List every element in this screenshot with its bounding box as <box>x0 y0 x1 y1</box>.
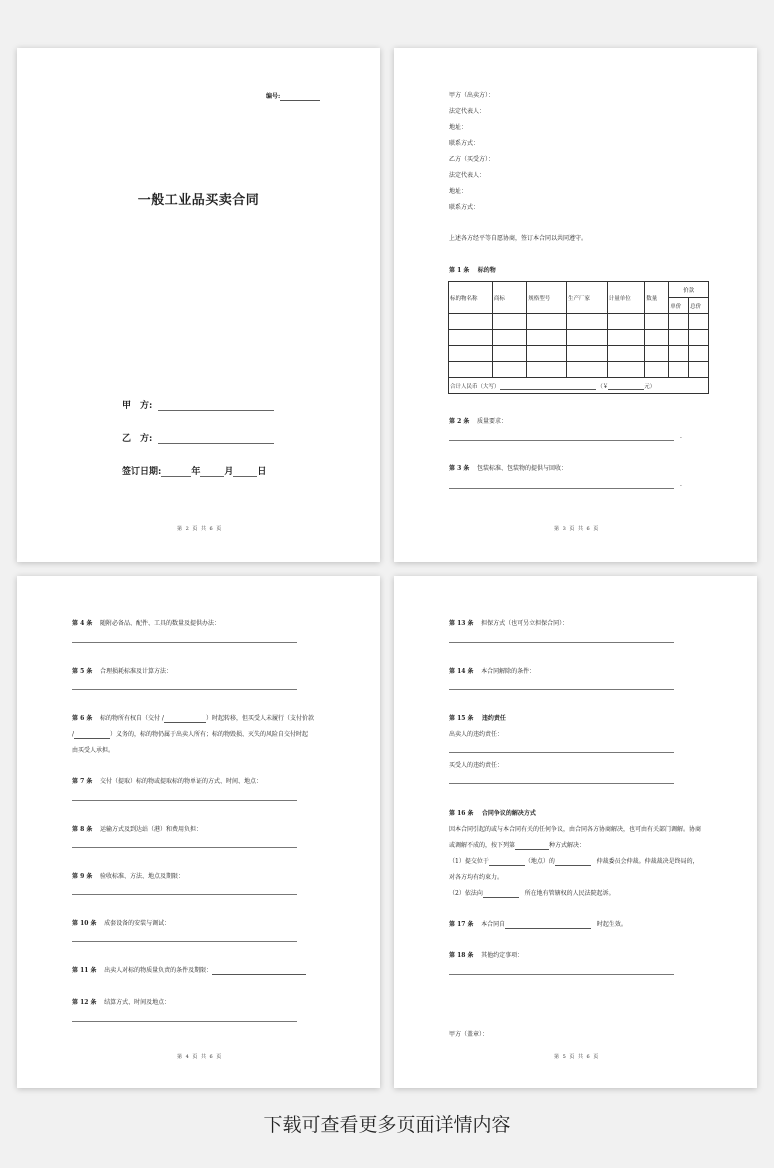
article-number: 第 18 条 <box>449 952 474 959</box>
article-text: 运输方式及到达站（港）和费用负担： <box>100 826 203 833</box>
fill-blank <box>505 921 591 929</box>
article-number: 第 7 条 <box>72 778 93 785</box>
dispute-text-line <box>449 842 585 850</box>
party-a-label: 甲 方: <box>122 401 153 411</box>
article-6-line-2 <box>72 731 308 739</box>
article-text: 结算方式、时间及地点： <box>104 999 171 1006</box>
fill-line <box>449 752 674 753</box>
fill-line <box>449 974 674 975</box>
page-footer: 第 3 页 共 6 页 <box>554 526 600 532</box>
article-number: 第 6 条 <box>72 715 93 722</box>
article-number: 第 10 条 <box>72 920 97 927</box>
fill-line <box>449 689 674 690</box>
party-info-line: 联系方式： <box>449 140 480 147</box>
day-label: 日 <box>257 467 267 477</box>
article-text: 仲裁委员会仲裁。仲裁裁决是终局的， <box>596 858 699 865</box>
party-b-blank <box>158 433 274 444</box>
party-info-line: 联系方式： <box>449 204 480 211</box>
article-text: 交付（提取）标的物或提取标的物单证的方式、时间、地点： <box>100 778 263 785</box>
article-number: 第 11 条 <box>72 967 97 974</box>
table-header-cell: 商标 <box>492 282 526 314</box>
party-info-line: 法定代表人： <box>449 172 486 179</box>
article-title: 违约责任 <box>481 715 506 722</box>
month-blank <box>200 466 224 477</box>
table-header-cell: 计量单位 <box>607 282 645 314</box>
dispute-option-2 <box>449 890 615 898</box>
table-row <box>449 362 709 378</box>
article-text: ）义务的，标的物仍属于出卖人所有；标的物毁损、灭失的风险自交付时起 <box>110 731 309 738</box>
article-number: 第 14 条 <box>449 668 474 675</box>
fill-blank <box>74 731 110 739</box>
dispute-option-1 <box>449 858 699 866</box>
contract-number-label: 编号: <box>266 93 281 100</box>
article-text: / <box>72 731 75 738</box>
year-blank <box>161 466 191 477</box>
article-text: 出卖人对标的物质量负责的条件及期限： <box>104 967 213 974</box>
fill-line <box>449 783 674 784</box>
fill-line <box>449 440 674 441</box>
article-number: 第 4 条 <box>72 620 93 627</box>
fill-line <box>72 689 297 690</box>
total-yen-label: （￥ <box>597 383 609 390</box>
total-label: 合计人民币（大写） <box>450 383 500 390</box>
page-footer: 第 4 页 共 6 页 <box>177 1054 223 1060</box>
month-label: 月 <box>224 467 234 477</box>
article-text: 合理损耗标准及计算方法： <box>100 668 173 675</box>
fill-blank <box>489 858 525 866</box>
seller-liability-label: 出卖人的违约责任： <box>449 731 504 738</box>
party-a-seal-label: 甲方（盖章）： <box>449 1031 489 1038</box>
article-18-heading <box>449 952 523 960</box>
table-header-cell: 生产厂家 <box>566 282 607 314</box>
article-10-heading <box>72 920 170 928</box>
fill-line <box>72 941 297 942</box>
party-info-line: 法定代表人： <box>449 108 486 115</box>
total-unit-label: 元） <box>644 383 656 390</box>
goods-table <box>448 281 709 394</box>
article-text: 包装标准、包装物的提供与回收： <box>477 465 568 472</box>
dispute-option-1-cont: 对各方均有约束力。 <box>449 874 504 881</box>
article-text: 或调解不成的，按下列第 <box>449 842 516 849</box>
article-7-heading <box>72 778 262 786</box>
party-info-line: 地址： <box>449 188 468 195</box>
article-text: 时起生效。 <box>596 921 627 928</box>
contract-number-blank <box>280 93 320 101</box>
table-header-row <box>449 282 709 298</box>
article-number: 第 8 条 <box>72 826 93 833</box>
contract-page-5 <box>394 576 757 1088</box>
total-amount-blank <box>608 382 644 390</box>
article-number: 第 5 条 <box>72 668 93 675</box>
article-14-heading <box>449 668 535 676</box>
fill-blank <box>212 967 306 975</box>
article-text: 所在地有管辖权的人民法院起诉。 <box>524 890 615 897</box>
article-4-heading <box>72 620 220 628</box>
party-a-blank <box>158 400 274 411</box>
article-8-heading <box>72 826 202 834</box>
period-mark: . <box>680 433 682 440</box>
article-11-heading <box>72 967 306 975</box>
dispute-text-line: 因本合同引起的或与本合同有关的任何争议，由合同各方协商解决，也可由有关部门调解。协商 <box>449 826 702 833</box>
article-number: 第 1 条 <box>449 267 470 274</box>
table-header-cell: 规格型号 <box>527 282 567 314</box>
fill-line <box>449 488 674 489</box>
article-text: 成套设备的安装与调试： <box>104 920 171 927</box>
article-text: 担保方式（也可另立担保合同）： <box>481 620 569 627</box>
article-9-heading <box>72 873 184 881</box>
article-text: 种方式解决： <box>549 842 586 849</box>
article-text: 质量要求： <box>477 418 508 425</box>
article-text: （2）依法向 <box>449 890 483 897</box>
period-mark: . <box>680 481 682 488</box>
page-footer: 第 2 页 共 6 页 <box>177 526 223 532</box>
table-header-cell: 单价 <box>669 298 689 314</box>
party-b-label: 乙 方: <box>122 434 153 444</box>
fill-blank <box>164 715 206 723</box>
table-total-cell <box>449 378 709 394</box>
contract-page-3 <box>394 48 757 562</box>
article-number: 第 15 条 <box>449 715 474 722</box>
contract-number-row <box>266 93 320 101</box>
fill-blank <box>483 890 519 898</box>
article-text: 本合同解除的条件： <box>481 668 536 675</box>
article-2-heading <box>449 418 507 426</box>
article-number: 第 12 条 <box>72 999 97 1006</box>
contract-cover-page <box>17 48 380 562</box>
article-title: 标的物 <box>477 267 496 274</box>
party-info-line: 乙方（买受方）： <box>449 156 495 163</box>
table-header-cell: 价款 <box>669 282 709 298</box>
article-text: 随附必备品、配件、工具的数量及提供办法： <box>100 620 221 627</box>
fill-line <box>72 847 297 848</box>
article-13-heading <box>449 620 568 628</box>
article-number: 第 17 条 <box>449 921 474 928</box>
article-text: （1）提交位于 <box>449 858 489 865</box>
contract-title: 一般工业品买卖合同 <box>137 193 260 208</box>
fill-line <box>449 642 674 643</box>
article-number: 第 16 条 <box>449 810 474 817</box>
fill-line <box>72 1021 297 1022</box>
sign-date-row <box>122 464 266 477</box>
article-number: 第 9 条 <box>72 873 93 880</box>
intro-text: 上述各方经平等自愿协商，签订本合同以共同遵守。 <box>449 235 588 242</box>
year-label: 年 <box>191 467 201 477</box>
article-text: 验收标准、方法、地点及期限： <box>100 873 185 880</box>
table-header-cell: 总价 <box>689 298 709 314</box>
sign-date-label: 签订日期: <box>122 467 162 477</box>
fill-blank <box>515 842 549 850</box>
article-17-heading <box>449 921 627 929</box>
buyer-liability-label: 买受人的违约责任： <box>449 762 504 769</box>
contract-page-4 <box>17 576 380 1088</box>
fill-line <box>72 800 297 801</box>
fill-line <box>72 642 297 643</box>
table-row <box>449 330 709 346</box>
table-total-row <box>449 378 709 394</box>
article-text: 其他约定事项： <box>481 952 524 959</box>
page-footer: 第 5 页 共 6 页 <box>554 1054 600 1060</box>
fill-blank <box>555 858 591 866</box>
article-title: 合同争议的解决方式 <box>481 810 536 817</box>
article-text: ）时起转移，但买受人未履行（支付价款 <box>205 715 314 722</box>
article-5-heading <box>72 668 172 676</box>
article-text: （地点）的 <box>524 858 555 865</box>
article-number: 第 2 条 <box>449 418 470 425</box>
article-1-heading <box>449 267 496 275</box>
party-b-row <box>122 431 274 444</box>
party-info-line: 地址： <box>449 124 468 131</box>
article-6-line-3: 由买受人承担。 <box>72 747 115 754</box>
article-text: 标的物所有权自（交付 / <box>100 715 164 722</box>
download-caption: 下载可查看更多页面详情内容 <box>263 1114 511 1136</box>
table-header-cell: 标的物名称 <box>449 282 493 314</box>
party-a-row <box>122 398 274 411</box>
article-6-line-1 <box>72 715 314 723</box>
article-12-heading <box>72 999 170 1007</box>
fill-line <box>72 894 297 895</box>
party-info-line: 甲方（出卖方）： <box>449 92 495 99</box>
day-blank <box>233 466 257 477</box>
total-words-blank <box>500 382 596 390</box>
article-15-heading <box>449 715 506 723</box>
table-row <box>449 346 709 362</box>
article-3-heading <box>449 465 567 473</box>
table-row <box>449 314 709 330</box>
article-number: 第 13 条 <box>449 620 474 627</box>
article-16-heading <box>449 810 536 818</box>
article-text: 本合同自 <box>481 921 506 928</box>
table-header-cell: 数量 <box>645 282 669 314</box>
article-number: 第 3 条 <box>449 465 470 472</box>
